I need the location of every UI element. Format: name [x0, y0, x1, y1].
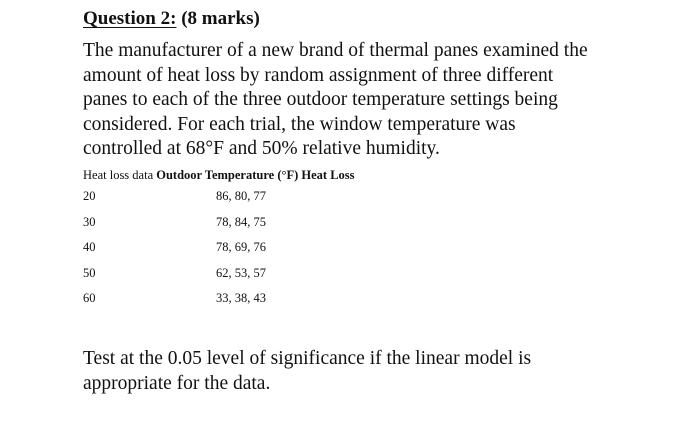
heat-loss-cell: 78, 84, 75 — [216, 214, 266, 229]
instruction-line: Test at the 0.05 level of significance if the linear model is — [83, 348, 532, 369]
question-marks: (8 marks) — [176, 8, 260, 29]
heat-loss-cell: 86, 80, 77 — [216, 189, 266, 203]
heat-loss-cell: 33, 38, 43 — [216, 291, 266, 305]
temperature-cell: 40 — [83, 240, 96, 254]
intro-line: considered. For each trial, the window temperature was — [83, 113, 516, 135]
heat-loss-cell: 62, 53, 57 — [216, 265, 266, 280]
intro-line: panes to each of the three outdoor temperature settings being — [83, 89, 558, 110]
intro-line: controlled at 68°F and 50% relative humidity. — [83, 138, 440, 159]
question-title — [83, 8, 260, 30]
intro-line: The manufacturer of a new brand of thermal panes examined the — [83, 40, 588, 61]
intro-line: amount of heat loss by random assignment of three different — [83, 64, 554, 86]
temperature-cell: 50 — [83, 265, 96, 280]
temperature-cell: 30 — [83, 214, 96, 229]
table-column-headers: Outdoor Temperature (°F) Heat Loss — [156, 168, 355, 182]
heat-loss-cell: 78, 69, 76 — [216, 240, 266, 254]
question-number: Question 2: — [83, 8, 177, 29]
table-caption-plain: Heat loss data — [83, 168, 157, 182]
question-intro — [83, 39, 643, 162]
table-caption — [83, 168, 355, 183]
instruction-line: appropriate for the data. — [83, 372, 271, 394]
temperature-cell: 60 — [83, 291, 96, 305]
temperature-cell: 20 — [83, 189, 96, 203]
question-instruction — [83, 347, 643, 396]
